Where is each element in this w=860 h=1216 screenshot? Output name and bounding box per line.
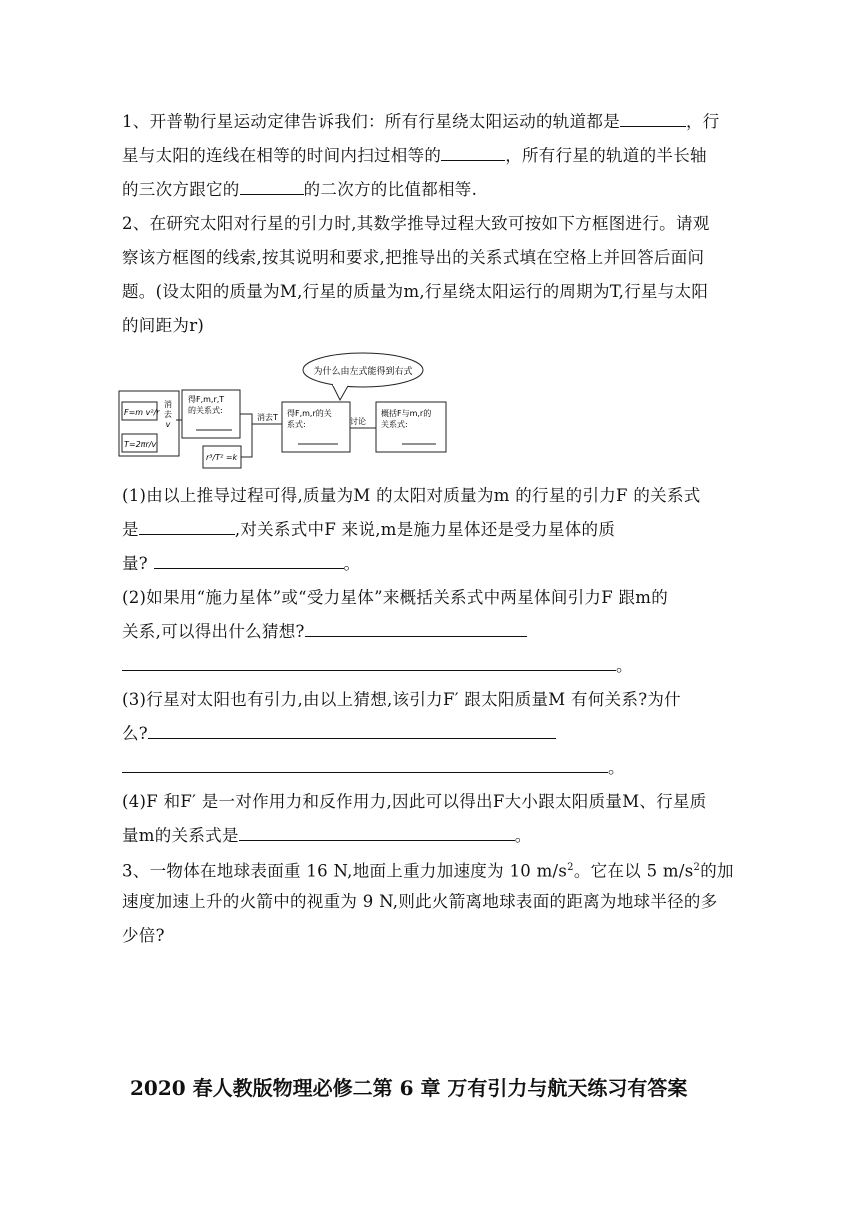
blank-guess-continued[interactable]	[122, 654, 616, 671]
box2-label: 得F,m,r,T	[188, 395, 225, 404]
section-title: 2020 春人教版物理必修二第 6 章 万有引力与航天练习有答案	[130, 1076, 688, 1100]
q1-text: 1、开普勒行星运动定律告诉我们：所有行星绕太阳运动的轨道都是	[122, 112, 620, 131]
bubble-text: 为什么由左式能得到右式	[313, 367, 413, 377]
p2-line-1: (2)如果用“施力星体”或“受力星体”来概括关系式中两星体间引力F 跟m的	[122, 588, 669, 607]
p1-line-1: (1)由以上推导过程可得,质量为M 的太阳对质量为m 的行星的引力F 的关系式	[122, 486, 701, 505]
q2-line-1: 2、在研究太阳对行星的引力时,其数学推导过程大致可按如下方框图进行。请观	[122, 214, 710, 233]
p4-line-1: (4)F 和F′ 是一对作用力和反作用力,因此可以得出F大小跟太阳质量M、行星质	[122, 792, 707, 811]
q3-text: 3、一物体在地球表面重 16 N,地面上重力加速度为 10 m/s	[122, 861, 568, 881]
blank-m-role[interactable]	[154, 552, 344, 569]
q3-line-3: 少倍?	[122, 926, 165, 945]
q1-text: ，所有行星的轨道的半长轴	[505, 146, 707, 165]
blank-guess[interactable]	[305, 620, 527, 637]
eliminate-v-label: 去	[164, 410, 172, 419]
q2-line-4: 的间距为r)	[122, 316, 205, 335]
discuss-label: 讨论	[350, 417, 366, 426]
q3-text: 的加	[700, 861, 734, 881]
q1-text: 的三次方跟它的	[122, 180, 240, 199]
q3-line-1	[122, 856, 734, 884]
q1-line-2	[122, 144, 707, 168]
derivation-flow-diagram	[118, 350, 458, 470]
box3-label: 系式:	[287, 420, 306, 429]
p3-line-2	[122, 722, 556, 746]
blank-final-relation[interactable]	[239, 824, 515, 841]
eliminate-v-label: 消	[164, 400, 172, 409]
q2-line-2: 察该方框图的线索,按其说明和要求,把推导出的关系式填在空格上并回答后面问	[122, 248, 705, 267]
q3-text: 。它在以 5 m/s	[573, 861, 694, 881]
formula-k: r³/T² =k	[206, 453, 238, 462]
q1-line-3	[122, 178, 477, 202]
p3-text: 么?	[122, 724, 148, 743]
question-bubble	[303, 353, 423, 400]
box4-label: 概括F与m,r的	[381, 409, 432, 418]
p3-line-1: (3)行星对太阳也有引力,由以上猜想,该引力F′ 跟太阳质量M 有何关系?为什	[122, 690, 681, 709]
p2-text: 。	[616, 656, 633, 675]
q2-line-3: 题。(设太阳的质量为M,行星的质量为m,行星绕太阳运行的周期为T,行星与太阳	[122, 282, 709, 301]
p2-text: 关系,可以得出什么猜想?	[122, 622, 305, 641]
p1-text: 是	[122, 520, 139, 539]
p1-line-3	[122, 552, 360, 576]
q3-line-2: 速度加速上升的火箭中的视重为 9 N,则此火箭离地球表面的距离为地球半径的多	[122, 892, 718, 911]
p3-text: 。	[608, 758, 625, 777]
formula-t: T=2πr/v	[124, 440, 157, 449]
p1-text: ,对关系式中F 来说,m是施力星体还是受力星体的质	[234, 520, 616, 539]
p2-line-3	[122, 654, 633, 678]
p4-text: 。	[514, 826, 532, 845]
blank-force-relation[interactable]	[139, 518, 235, 535]
arrow	[241, 424, 252, 457]
p4-line-2	[122, 824, 532, 848]
blank-f-prime-relation[interactable]	[148, 722, 556, 739]
blank-equal-area[interactable]	[441, 144, 505, 161]
p1-text: 。	[343, 554, 361, 573]
eliminate-v-label: v	[165, 420, 171, 429]
p3-line-3	[122, 756, 625, 780]
p2-line-2	[122, 620, 527, 644]
p1-line-2	[122, 518, 615, 542]
p1-text: 量?	[122, 554, 148, 573]
q1-text: ，行	[686, 112, 720, 131]
blank-f-prime-continued[interactable]	[122, 756, 608, 773]
q1-line-1	[122, 110, 720, 134]
blank-period[interactable]	[240, 178, 304, 195]
eliminate-t-label: 消去T	[257, 413, 278, 422]
q3-superscript: 2	[567, 862, 574, 873]
p4-text: 量m的关系式是	[122, 826, 239, 845]
box4-label: 关系式:	[381, 420, 408, 429]
formula-f: F=m v²/r	[124, 408, 160, 417]
box3-label: 得F,m,r的关	[287, 409, 332, 418]
blank-orbit-shape[interactable]	[620, 110, 686, 127]
q3-superscript: 2	[693, 862, 701, 873]
q1-text: 星与太阳的连线在相等的时间内扫过相等的	[122, 146, 442, 165]
q1-text: 的二次方的比值都相等.	[303, 180, 478, 199]
box2-label: 的关系式:	[188, 406, 223, 415]
